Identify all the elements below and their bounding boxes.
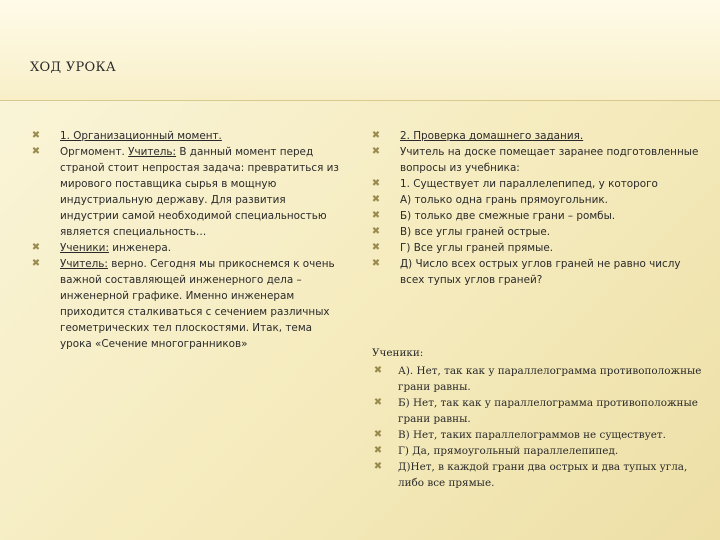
list-item [370, 128, 700, 144]
answer-item [372, 395, 702, 427]
list-item [30, 256, 340, 352]
speaker-label: Учитель: [128, 146, 177, 158]
bullet-icon: ✖ [31, 258, 41, 269]
list-item [30, 128, 340, 144]
list-item [370, 192, 700, 208]
item-text: верно. Сегодня мы прикоснемся к очень важной составляющей инженерного дела – инженерной графике. Именно инженерам приходится сталкиваться с сечением различных геометрических тел плоскостями. Итак, тема урока «Сечение многогранников» [60, 258, 335, 350]
list-item [370, 144, 700, 176]
bullet-icon: ✖ [373, 461, 383, 472]
students-heading: Ученики: [372, 347, 424, 359]
bullet-icon: ✖ [371, 178, 381, 189]
list-item [370, 240, 700, 256]
answer-item [372, 459, 702, 491]
item-text: В) все углы граней острые. [400, 226, 551, 238]
item-text: инженера. [108, 242, 172, 254]
bullet-icon: ✖ [373, 445, 383, 456]
answer-text: В) Нет, таких параллелограммов не существует. [398, 429, 666, 441]
bullet-icon: ✖ [371, 258, 381, 269]
answer-text: Д)Нет, в каждой грани два острых и два тупых угла, либо все прямые. [398, 461, 688, 489]
bullet-icon: ✖ [31, 146, 41, 157]
students-answers [372, 345, 702, 491]
bullet-icon: ✖ [371, 210, 381, 221]
bullet-icon: ✖ [373, 397, 383, 408]
bullet-icon: ✖ [371, 226, 381, 237]
bullet-icon: ✖ [31, 130, 41, 141]
item-text: В данный момент перед страной стоит непростая задача: превратиться из мирового поставщика сырья в мощную индустриальную державу. Для развития индустрии самой необходимой специальностью является специальность… [60, 146, 339, 238]
answer-text: Б) Нет, так как у параллелограмма противоположные грани равны. [398, 397, 698, 425]
item-prefix: Оргмомент. [60, 146, 129, 158]
left-column [30, 128, 340, 352]
list-item [370, 208, 700, 224]
header-band [0, 0, 720, 100]
bullet-icon: ✖ [371, 194, 381, 205]
list-item [370, 176, 700, 192]
slide-title: ХОД УРОКА [30, 60, 117, 75]
answer-item [372, 363, 702, 395]
list-item [370, 224, 700, 240]
item-text: Б) только две смежные грани – ромбы. [400, 210, 616, 222]
answer-item [372, 427, 702, 443]
answer-text: А). Нет, так как у параллелограмма противоположные грани равны. [398, 365, 702, 393]
answer-item [372, 443, 702, 459]
item-text: А) только одна грань прямоугольник. [400, 194, 608, 206]
item-text: Г) Все углы граней прямые. [400, 242, 554, 254]
list-item [30, 240, 340, 256]
bullet-icon: ✖ [31, 242, 41, 253]
bullet-icon: ✖ [373, 365, 383, 376]
bullet-icon: ✖ [371, 242, 381, 253]
bullet-icon: ✖ [371, 146, 381, 157]
list-item [370, 256, 700, 288]
bullet-icon: ✖ [373, 429, 383, 440]
list-item [30, 144, 340, 240]
right-column [370, 128, 700, 288]
bullet-icon: ✖ [371, 130, 381, 141]
speaker-label: Ученики: [60, 242, 109, 254]
item-text: Д) Число всех острых углов граней не равно числу всех тупых углов граней? [400, 258, 681, 286]
speaker-label: Учитель: [60, 258, 108, 270]
item-text: 1. Организационный момент. [60, 130, 222, 142]
item-text: 1. Существует ли параллелепипед, у которого [400, 178, 658, 190]
item-text: Учитель на доске помещает заранее подготовленные вопросы из учебника: [400, 146, 699, 174]
item-text: 2. Проверка домашнего задания. [400, 130, 584, 142]
answer-text: Г) Да, прямоугольный параллелепипед. [398, 445, 619, 457]
divider [0, 100, 720, 101]
